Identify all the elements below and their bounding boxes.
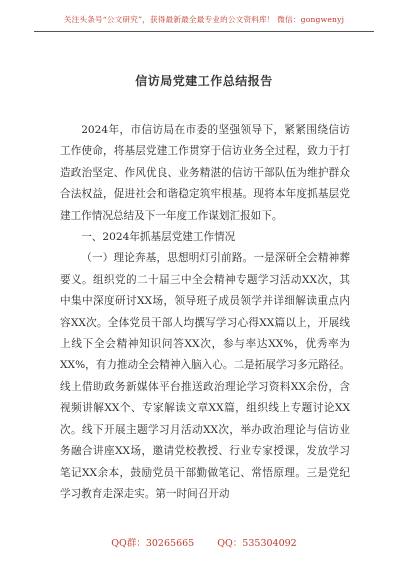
page-header: 关注头条号“公文研究”，获得最新最全最专业的公文资料库！ 微信：gongwenyj xyxy=(63,15,345,24)
document-body xyxy=(60,120,350,505)
body-paragraph: （一）理论奔基，思想明灯引前路。一是深研全会精神葬要义。组织党的二十届三中全会精神专题学习活动XX次，其中集中深度研讨XX场，领导班子成员领学并详细解读重点内容XX次。全体党员干部人均撰写学习心得XX篇以上，开展线上线下全会精神知识问答XX次，参与率达XX%，优秀率为XX%，有力推动全会精神入脑入心。二是拓展学习多元路径。线上借助政务新媒体平台推送政治理论学习资料XX余份，含视频讲解XX个、专家解读文章XX篇，组织线上专题讨论XX次。线下开展主题学习月活动XX次，举办政治理论与信访业务融合讲座XX场，邀请党校教授、行业专家授课，发放学习笔记XX余本，鼓励党员干部勤做笔记、常悟原理。三是党纪学习教育走深走实。第一时间召开动 xyxy=(60,252,350,500)
intro-paragraph: 2024年，市信访局在市委的坚强领导下，紧紧围绕信访工作使命，将基层党建工作贯穿于信访业务全过程，致力于打造政治坚定、作风优良、业务精湛的信访干部队伍为维护群众合法权益，促进社会和谐稳定筑牢根基。现将本年度抓基层党建工作情况总结及下一年度工作谋划汇报如下。 xyxy=(60,124,350,222)
header-divider xyxy=(34,31,374,32)
page-footer xyxy=(0,535,408,549)
section-heading: 一、2024年抓基层党建工作情况 xyxy=(81,231,236,244)
document-title: 信访局党建工作总结报告 xyxy=(135,74,273,88)
qq-number: QQ：535304092 xyxy=(217,538,297,549)
qq-group: QQ群：30265665 xyxy=(111,538,195,549)
